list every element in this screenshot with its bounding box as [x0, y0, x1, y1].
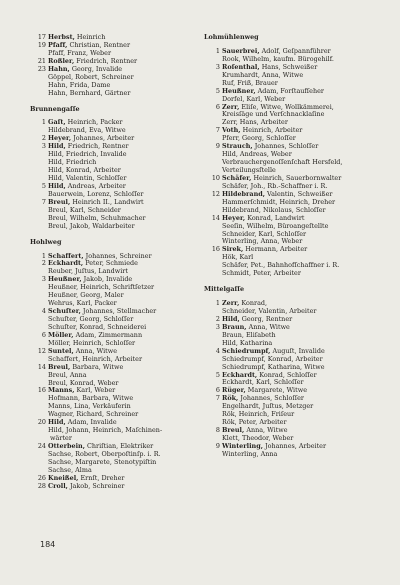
house-number: 3: [41, 275, 46, 284]
house-number: 2: [41, 134, 46, 143]
resident-details: Adolf, Geſpannführer: [259, 46, 331, 55]
resident-surname: Heußner,: [48, 275, 82, 284]
resident-details: Schmidt, Peter, Arbeiter: [222, 269, 301, 278]
resident-details: Reuber, Juſtus, Landwirt: [48, 267, 128, 276]
house-number: 1: [215, 46, 220, 55]
resident-surname: Sauerbrei,: [222, 46, 260, 55]
resident-details: Hahn, Bernhard, Gärtner: [48, 88, 131, 97]
house-number: 26: [37, 473, 46, 482]
resident-entry: [204, 270, 380, 278]
house-number: 1: [41, 251, 46, 260]
resident-details: Breul, Wilhelm, Schuhmacher: [48, 213, 146, 222]
resident-details: Wagner, Richard, Schreiner: [48, 410, 139, 419]
resident-surname: Hahn,: [48, 64, 70, 73]
resident-surname: Pfaff,: [48, 40, 68, 49]
resident-details: Dorfel, Karl, Weber: [222, 94, 286, 103]
house-number: 20: [37, 418, 46, 427]
resident-details: Sachse, Alma: [48, 465, 92, 474]
resident-surname: Voth,: [222, 126, 241, 135]
resident-details: Johannes, Arbeiter: [71, 134, 135, 143]
resident-surname: Hild,: [48, 418, 66, 427]
resident-entry: [204, 451, 380, 459]
resident-details: Sachse, Margarete, Stenotypiſtin: [48, 457, 157, 466]
resident-details: Hildebrand, Eva, Witwe: [48, 126, 126, 135]
resident-details: Verteilungsſtelle: [222, 166, 276, 174]
resident-details: Hildebrand, Nikolaus, Schloſſer: [222, 205, 326, 214]
street-heading: Mittelgaſſe: [204, 285, 245, 294]
resident-details: Schuſter, Georg, Schloſſer: [48, 315, 134, 323]
resident-surname: Möller,: [48, 330, 74, 339]
resident-details: Krumhardt, Anna, Witwe: [222, 70, 304, 79]
resident-details: Hild, Johann, Heinrich, Maſchinen-: [48, 426, 163, 435]
resident-details: Margarete, Witwe: [245, 386, 308, 395]
resident-details: Sachse, Robert, Oberpoſtinſp. i. R.: [48, 449, 161, 458]
resident-details: Jakob, Schreiner: [67, 481, 125, 490]
house-number: 3: [41, 142, 46, 151]
resident-surname: Heyer,: [222, 213, 246, 222]
resident-surname: Schäfer,: [222, 173, 252, 182]
resident-details: Pfaff, Franz, Weber: [48, 48, 112, 57]
resident-details: Georg, Rentner: [239, 314, 293, 323]
house-number: 14: [211, 213, 220, 222]
resident-details: Pferr, Georg, Schloſſer: [222, 134, 296, 143]
resident-surname: Hild,: [222, 314, 240, 323]
resident-details: Peter, Schmiede: [83, 259, 138, 268]
house-number: 4: [41, 307, 46, 316]
resident-details: Eckhardt, Karl, Schloſſer: [222, 378, 304, 387]
resident-details: Heußner, Georg, Maler: [48, 291, 124, 300]
resident-surname: Rüger,: [222, 386, 246, 395]
resident-details: Valentin, Schweißer: [264, 189, 333, 198]
right-column: [204, 34, 380, 459]
resident-details: Breul, Jakob, Waldarbeiter: [48, 221, 135, 230]
resident-details: Zerr, Hans, Arbeiter: [222, 118, 288, 127]
resident-surname: Sirek,: [222, 245, 244, 254]
left-column: [30, 34, 200, 491]
resident-details: Heinrich, Arbeiter: [240, 126, 303, 135]
house-number: 1: [215, 299, 220, 308]
resident-surname: Roßler,: [48, 56, 75, 65]
house-number: 23: [37, 64, 46, 73]
house-number: 12: [37, 346, 46, 355]
resident-surname: Suntel,: [48, 346, 74, 355]
resident-details: Hild, Konrad, Arbeiter: [48, 166, 121, 175]
resident-details: Kreisſäge und Verſchnacklaſine: [222, 110, 325, 119]
house-number: 17: [37, 33, 46, 41]
resident-details: Georg, Invalide: [69, 64, 123, 73]
resident-details: Friedrich, Rentner: [65, 142, 129, 151]
house-number: 1: [41, 118, 46, 127]
resident-details: Göppel, Robert, Schreiner: [48, 72, 134, 81]
resident-details: Möller, Heinrich, Schloſſer: [48, 338, 136, 347]
resident-details: Breul, Konrad, Weber: [48, 378, 119, 387]
resident-details: Ruf, Friß, Brauer: [222, 78, 278, 87]
resident-details: Christian, Rentner: [67, 40, 131, 49]
page-number: 184: [40, 540, 56, 549]
resident-surname: Gaſt,: [48, 118, 66, 127]
house-number: 7: [41, 197, 46, 206]
resident-surname: Breul,: [48, 197, 71, 206]
resident-details: Schneider, Karl, Schloſſer: [222, 229, 307, 238]
house-number: 7: [215, 394, 220, 403]
street-heading: Brunnengaſſe: [30, 104, 80, 113]
resident-details: Braun, Eliſabeth: [222, 330, 276, 339]
resident-details: Johannes, Schloſſer: [238, 394, 304, 403]
resident-details: Hammerſchmidt, Heinrich, Dreher: [222, 197, 336, 206]
resident-details: Winterling, Anna, Weber: [222, 237, 303, 246]
house-number: 19: [37, 40, 46, 49]
resident-details: Hermann, Arbeiter: [243, 245, 308, 254]
resident-surname: Eckhardt,: [48, 259, 84, 268]
resident-surname: Roſenthal,: [222, 62, 260, 71]
resident-surname: Hild,: [48, 142, 66, 151]
resident-details: Barbara, Witwe: [70, 362, 124, 371]
resident-details: Hans, Schweißer: [259, 62, 318, 71]
resident-details: Johannes, Schloſſer: [252, 142, 319, 151]
resident-entry: [30, 90, 200, 98]
resident-surname: Manns,: [48, 386, 75, 395]
resident-surname: Breul,: [48, 362, 71, 371]
resident-details: Schuſter, Konrad, Schneiderei: [48, 322, 147, 331]
resident-entry: [30, 483, 200, 491]
resident-details: Rök, Peter, Arbeiter: [222, 418, 287, 427]
resident-details: Adam, Invalide: [65, 418, 117, 427]
resident-details: Engelhardt, Juſtus, Metzger: [222, 402, 314, 411]
resident-details: Verbrauchergenoſſenſchaft Hersfeld,: [222, 158, 343, 167]
resident-details: Heinrich: [74, 33, 106, 41]
resident-details: Andreas, Arbeiter: [65, 181, 126, 190]
resident-surname: Heußner,: [222, 86, 256, 95]
house-number: 6: [215, 386, 220, 395]
street-heading: Hohlweg: [30, 237, 62, 246]
resident-details: Adam, Forſtaufſeher: [255, 86, 324, 95]
house-number: 28: [37, 481, 46, 490]
resident-details: Schiedrumpf, Konrad, Arbeiter: [222, 354, 323, 363]
resident-details: Rök, Heinrich, Friſeur: [222, 410, 295, 419]
resident-details: Hild, Friedrich, Invalide: [48, 150, 127, 159]
resident-details: Johannes, Stellmacher: [80, 307, 157, 316]
house-number: 7: [215, 126, 220, 135]
resident-details: Schäfer, Joh., Rb.-Schaffner i. R.: [222, 181, 328, 190]
resident-surname: Hildebrand,: [222, 189, 265, 198]
resident-details: Friedrich, Rentner: [74, 56, 138, 65]
resident-details: Rook, Wilhelm, kaufm. Bürogehilf.: [222, 54, 334, 63]
resident-surname: Schuſter,: [48, 307, 81, 316]
resident-details: Klett, Theodor, Weber: [222, 434, 294, 442]
house-number: 12: [211, 189, 220, 198]
resident-details: Eliſe, Witwe, Wollkämmerei,: [239, 102, 334, 111]
house-number: 5: [215, 370, 220, 379]
resident-details: Heinrich, Packer: [65, 118, 123, 127]
resident-surname: Heyer,: [48, 134, 72, 143]
resident-details: Konrad, Schloſſer: [257, 370, 317, 379]
resident-details: Adam, Zimmermann: [73, 330, 143, 339]
resident-details: Manns, Lina, Verkäuferin: [48, 402, 131, 411]
resident-surname: Schaffert,: [48, 251, 84, 260]
resident-details: Wehrus, Karl, Packer: [48, 299, 117, 308]
house-number: 5: [215, 86, 220, 95]
house-number: 14: [37, 362, 46, 371]
resident-details: Hofmann, Barbara, Witwe: [48, 394, 134, 403]
street-heading: Lohmühlenweg: [204, 33, 259, 41]
house-number: 10: [211, 173, 220, 182]
resident-details: Breul, Karl, Schneider: [48, 205, 121, 214]
house-number: 16: [37, 386, 46, 395]
resident-surname: Breul,: [222, 426, 245, 435]
resident-details: Schneider, Valentin, Arbeiter: [222, 307, 317, 315]
resident-surname: Otterbein,: [48, 442, 85, 450]
resident-surname: Winterling,: [222, 441, 263, 450]
resident-surname: Herbst,: [48, 33, 75, 41]
resident-details: Schäfer, Pet., Bahnhofſchaffner i. R.: [222, 261, 340, 270]
resident-details: Schaffert, Heinrich, Arbeiter: [48, 354, 143, 363]
resident-details: Hild, Andreas, Weber: [222, 150, 292, 159]
resident-details: Seeſin, Wilhelm, Büroangeſtellte: [222, 221, 329, 230]
resident-details: Schiedrumpf, Katharina, Witwe: [222, 362, 325, 371]
resident-details: Anna, Witwe: [73, 346, 118, 355]
resident-surname: Zerr,: [222, 299, 240, 308]
resident-details: Auguſt, Invalide: [270, 346, 325, 355]
resident-details: Hild, Katharina: [222, 338, 273, 347]
resident-details: Winterling, Anna: [222, 449, 278, 458]
resident-details: Breul, Anna: [48, 370, 87, 379]
resident-details: Heinrich, Sauerbornwalter: [251, 173, 342, 182]
house-number: 2: [41, 259, 46, 268]
resident-details: Anna, Witwe: [246, 322, 290, 331]
resident-details: Hahn, Frida, Dame: [48, 80, 111, 89]
house-number: 2: [215, 314, 220, 323]
resident-details: Anna, Witwe: [244, 426, 288, 435]
house-number: 8: [215, 426, 220, 435]
resident-entry: [30, 223, 200, 231]
house-number: 16: [211, 245, 220, 254]
resident-details: Hild, Friedrich: [48, 158, 97, 167]
house-number: 6: [41, 330, 46, 339]
resident-surname: Croll,: [48, 481, 68, 490]
house-number: 5: [41, 181, 46, 190]
house-number: 3: [215, 322, 220, 331]
resident-details: Jakob, Invalide: [81, 275, 133, 284]
resident-surname: Strauch,: [222, 142, 253, 151]
resident-details: Konrad, Landwirt: [245, 213, 305, 222]
house-number: 9: [215, 441, 220, 450]
resident-details: Hild, Valentin, Schloſſer: [48, 174, 127, 182]
resident-surname: Kneißel,: [48, 473, 79, 482]
resident-details: Johannes, Schreiner: [83, 251, 152, 260]
house-number: 3: [215, 62, 220, 71]
resident-details: Chriſtian, Elektriker: [84, 442, 154, 450]
resident-details: Heußner, Heinrich, Schriftſetzer: [48, 283, 155, 292]
house-number: 4: [215, 346, 220, 355]
resident-surname: Zerr,: [222, 102, 240, 111]
resident-surname: Braun,: [222, 322, 247, 331]
resident-details: Konrad,: [239, 299, 268, 308]
house-number: 9: [215, 142, 220, 151]
resident-surname: Schiedrumpf,: [222, 346, 271, 355]
resident-details: wärter: [48, 434, 72, 443]
resident-surname: Eckhardt,: [222, 370, 258, 379]
resident-details: Bauerwein, Lorenz, Schloſſer: [48, 189, 144, 198]
resident-details: Heinrich II., Landwirt: [70, 197, 144, 206]
house-number: 24: [37, 442, 46, 450]
resident-details: Johannes, Arbeiter: [262, 441, 327, 450]
resident-details: Hök, Karl: [222, 253, 254, 262]
house-number: 6: [215, 102, 220, 111]
resident-details: Karl, Weber: [74, 386, 116, 395]
resident-surname: Rök,: [222, 394, 239, 403]
resident-details: Ernſt, Dreher: [78, 473, 125, 482]
house-number: 21: [37, 56, 46, 65]
resident-surname: Hild,: [48, 181, 66, 190]
